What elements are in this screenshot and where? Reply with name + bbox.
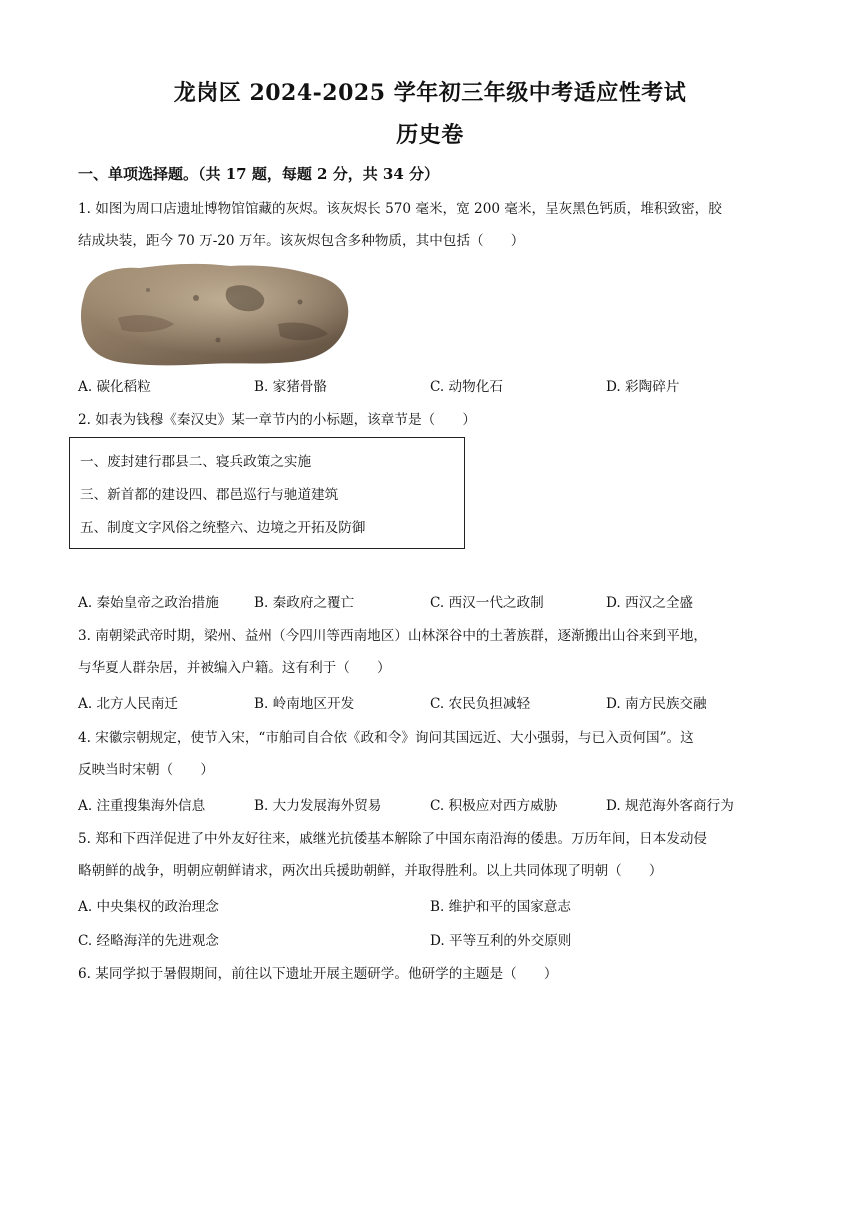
question-1 (78, 193, 782, 257)
option-d[interactable]: D. 平等互利的外交原则 (430, 933, 572, 949)
option-b[interactable]: B. 维护和平的国家意志 (430, 899, 571, 915)
option-b[interactable]: B. 秦政府之覆亡 (254, 595, 355, 611)
question-2-options (78, 587, 782, 619)
section-heading: 一、单项选择题。（共 17 题，每题 2 分，共 34 分） (78, 165, 440, 183)
option-d[interactable]: D. 规范海外客商行为 (606, 798, 734, 814)
option-a[interactable]: A. 中央集权的政治理念 (78, 899, 219, 915)
question-4-line-1: 4. 宋徽宗朝规定，使节入宋，“市舶司自合依《政和令》询问其国远近、大小强弱，与已入贡何国”。这 (78, 730, 694, 746)
option-b[interactable]: B. 岭南地区开发 (254, 696, 355, 712)
ash-specimen-image (78, 258, 354, 368)
option-b[interactable]: B. 大力发展海外贸易 (254, 798, 382, 814)
question-1-options (78, 371, 782, 403)
question-6 (78, 958, 782, 990)
option-d[interactable]: D. 彩陶碎片 (606, 379, 680, 395)
question-1-line-1: 1. 如图为周口店遗址博物馆馆藏的灰烬。该灰烬长 570 毫米，宽 200 毫米，呈灰黑色钙质，堆积致密，胶 (78, 201, 722, 217)
question-5 (78, 823, 782, 887)
option-d[interactable]: D. 南方民族交融 (606, 696, 707, 712)
question-3-line-2: 与华夏人群杂居，并被编入户籍。这有利于（ ） (78, 660, 391, 676)
option-a[interactable]: A. 秦始皇帝之政治措施 (78, 595, 219, 611)
question-5-line-1: 5. 郑和下西洋促进了中外友好往来，戚继光抗倭基本解除了中国东南沿海的倭患。万历年间，日本发动侵 (78, 831, 708, 847)
table-row: 五、制度文字风俗之统整六、边境之开拓及防御 (80, 520, 366, 536)
question-4-line-2: 反映当时宋朝（ ） (78, 762, 214, 778)
question-3-line-1: 3. 南朝梁武帝时期，梁州、益州（今四川等西南地区）山林深谷中的土著族群，逐渐搬出山谷来到平地， (78, 628, 708, 644)
question-5-options-row-1 (78, 891, 782, 923)
question-4-options (78, 790, 782, 822)
option-c[interactable]: C. 经略海洋的先进观念 (78, 933, 219, 949)
table-row: 一、废封建行郡县二、寝兵政策之实施 (80, 454, 312, 470)
option-c[interactable]: C. 动物化石 (430, 379, 503, 395)
question-1-line-2: 结成块装，距今 70 万-20 万年。该灰烬包含多种物质，其中包括（ ） (78, 233, 525, 249)
table-row: 三、新首都的建设四、郡邑巡行与驰道建筑 (80, 487, 339, 503)
option-c[interactable]: C. 农民负担减轻 (430, 696, 531, 712)
option-a[interactable]: A. 北方人民南迁 (78, 696, 179, 712)
question-3 (78, 620, 782, 684)
option-a[interactable]: A. 碳化稻粒 (78, 379, 151, 395)
option-b[interactable]: B. 家猪骨骼 (254, 379, 328, 395)
exam-title: 龙岗区 2024-2025 学年初三年级中考适应性考试 (173, 80, 687, 106)
question-2-line-1: 2. 如表为钱穆《秦汉史》某一章节内的小标题，该章节是（ ） (78, 412, 476, 428)
option-a[interactable]: A. 注重搜集海外信息 (78, 798, 206, 814)
option-c[interactable]: C. 积极应对西方威胁 (430, 798, 558, 814)
question-2 (78, 404, 782, 436)
question-4 (78, 722, 782, 786)
question-6-line-1: 6. 某同学拟于暑假期间，前往以下遗址开展主题研学。他研学的主题是（ ） (78, 966, 558, 982)
exam-subtitle: 历史卷 (396, 122, 464, 148)
question-5-line-2: 略朝鲜的战争，明朝应朝鲜请求，两次出兵援助朝鲜，并取得胜利。以上共同体现了明朝（ ） (78, 863, 663, 879)
chapter-subtitles-table (69, 437, 465, 549)
question-3-options (78, 688, 782, 720)
question-5-options-row-2 (78, 925, 782, 957)
option-d[interactable]: D. 西汉之全盛 (606, 595, 694, 611)
option-c[interactable]: C. 西汉一代之政制 (430, 595, 544, 611)
